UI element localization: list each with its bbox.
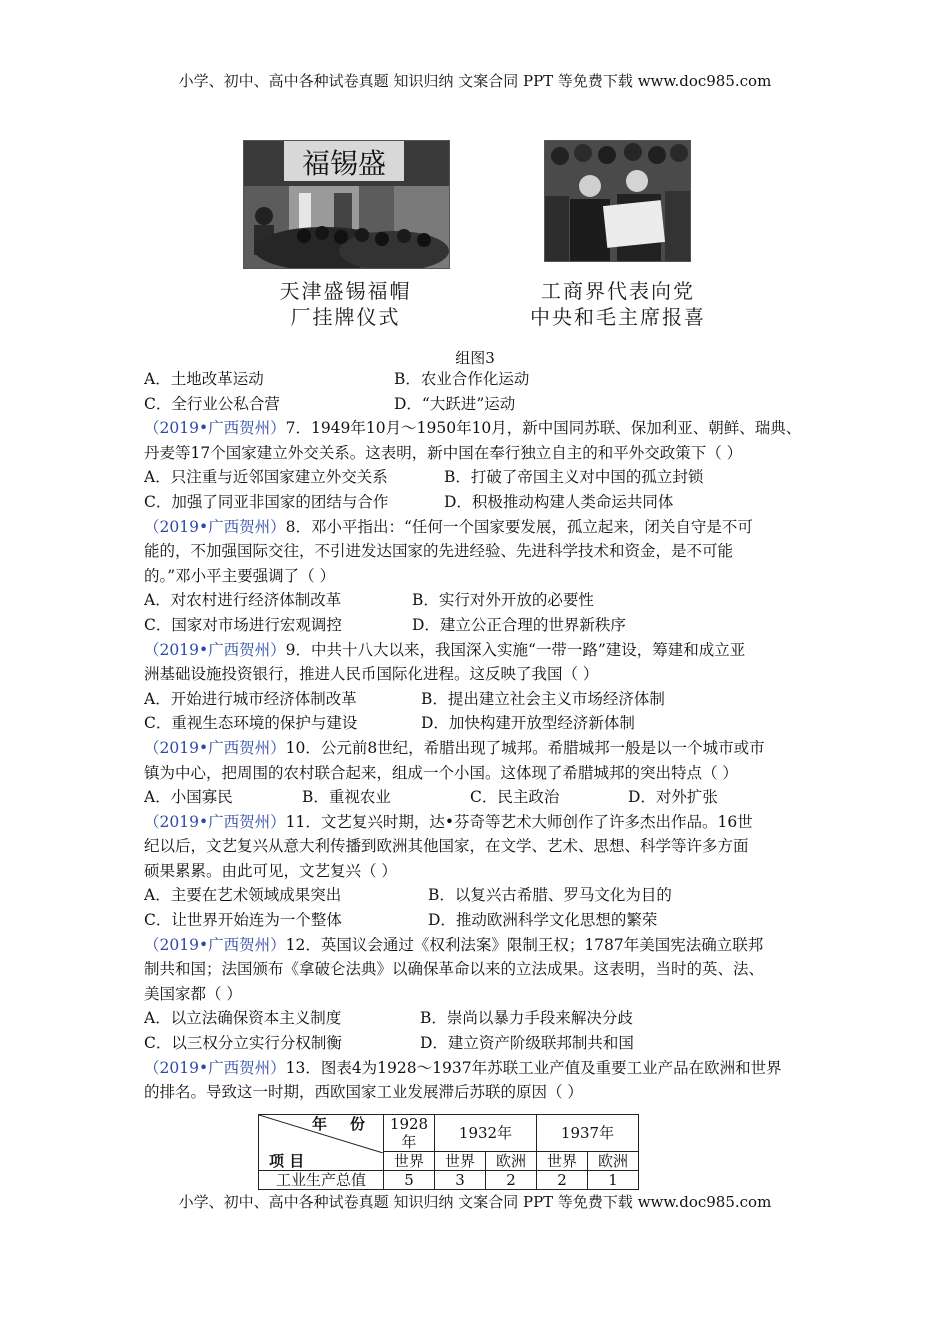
- question-content: [144, 367, 824, 1105]
- figure-group: [243, 140, 713, 330]
- photo-business-reps: [544, 140, 691, 262]
- q12-option-b: B．崇尚以暴力手段来解决分歧: [420, 1009, 633, 1028]
- q10-stem-line-2: 镇为中心，把周围的农村联合起来，组成一个小国。这体现了希腊城邦的突出特点（ ）: [144, 763, 738, 782]
- q13-source: （2019•广西贺州）: [144, 1058, 286, 1077]
- year-header-1937: 1937年: [537, 1115, 639, 1152]
- q10-options-row: [144, 785, 824, 810]
- subheader-cell: 世界: [384, 1152, 435, 1171]
- q6-option-c: C．全行业公私合营: [144, 394, 280, 413]
- q9-option-b: B．提出建立社会主义市场经济体制: [421, 689, 665, 708]
- group-caption: 组图3: [455, 349, 495, 367]
- subheader-cell: 欧洲: [588, 1152, 639, 1171]
- photo-left-caption: [243, 278, 448, 330]
- table-cell: 2: [486, 1171, 537, 1190]
- q8-stem-line-3: 的。”邓小平主要强调了（ ）: [144, 566, 336, 585]
- q11-options-row-1: [144, 883, 824, 908]
- photo-hat-factory: [243, 140, 450, 269]
- q6-option-d: D．“大跃进”运动: [394, 394, 516, 413]
- q8-source: （2019•广西贺州）: [144, 517, 286, 536]
- right-caption-line-2: 中央和毛主席报喜: [530, 305, 706, 329]
- left-caption-line-2: 厂挂牌仪式: [290, 305, 401, 329]
- q11-option-b: B．以复兴古希腊、罗马文化为目的: [428, 886, 672, 905]
- q6-option-b: B．农业合作化运动: [394, 370, 530, 388]
- q9-option-c: C．重视生态环境的保护与建设: [144, 714, 358, 733]
- q12-option-d: D．建立资产阶级联邦制共和国: [420, 1034, 634, 1053]
- corner-year-label: 年 份: [311, 1115, 369, 1133]
- q9-source: （2019•广西贺州）: [144, 640, 286, 659]
- q13-stem-line-2: 的排名。导致这一时期，西欧国家工业发展滞后苏联的原因（ ）: [144, 1083, 583, 1102]
- q10-source: （2019•广西贺州）: [144, 738, 286, 757]
- subheader-cell: 欧洲: [486, 1152, 537, 1171]
- q7-options-row-2: [144, 490, 824, 515]
- photo-sign-text: 福锡盛: [301, 147, 387, 180]
- q8-text-1: 8．邓小平指出：“任何一个国家要发展，孤立起来，闭关自守是不可: [285, 517, 753, 536]
- q7-text-1: 7．1949年10月～1950年10月，新中国同苏联、保加利亚、朝鲜、瑞典、: [285, 419, 802, 438]
- table-cell: 2: [537, 1171, 588, 1190]
- q10-option-c: C．民主政治: [470, 788, 560, 807]
- corner-item-label: 项 目: [269, 1152, 305, 1170]
- q9-text-1: 9．中共十八大以来，我国深入实施“一带一路”建设，筹建和成立亚: [285, 640, 746, 659]
- q12-stem-line-2: 制共和国；法国颁布《拿破仑法典》以确保革命以来的立法成果。这表明，当时的英、法、: [144, 960, 765, 979]
- q9-stem-line-1: [144, 638, 824, 663]
- q11-option-a: A．主要在艺术领域成果突出: [144, 886, 342, 905]
- q11-option-c: C．让世界开始连为一个整体: [144, 911, 342, 930]
- page-footer: 小学、初中、高中各种试卷真题 知识归纳 文案合同 PPT 等免费下载 www.doc985.com: [178, 1193, 772, 1211]
- q10-option-b: B．重视农业: [302, 788, 391, 807]
- q7-option-b: B．打破了帝国主义对中国的孤立封锁: [444, 468, 704, 487]
- q8-options-row-1: [144, 588, 824, 613]
- photo-right-caption: [523, 278, 713, 330]
- q6-options-row-2: [144, 392, 824, 417]
- q12-options-row-1: [144, 1006, 824, 1031]
- q10-option-d: D．对外扩张: [628, 788, 718, 807]
- q8-stem-line-1: [144, 515, 824, 540]
- q12-stem-line-3: 美国家都（ ）: [144, 984, 242, 1003]
- q8-options-row-2: [144, 613, 824, 638]
- q11-option-d: D．推动欧洲科学文化思想的繁荣: [428, 911, 658, 930]
- left-caption-line-1: 天津盛锡福帽: [279, 279, 412, 303]
- row-label-industrial-output: 工业生产总值: [259, 1171, 384, 1190]
- q9-options-row-1: [144, 687, 824, 712]
- q7-stem-line-2: 丹麦等17个国家建立外交关系。这表明，新中国在奉行独立自主的和平外交政策下（ ）: [144, 443, 743, 462]
- q12-text-1: 12．英国议会通过《权利法案》限制王权；1787年美国宪法确立联邦: [285, 935, 764, 954]
- q6-option-a: A．土地改革运动: [144, 370, 264, 388]
- q6-options-row-1: [144, 367, 824, 392]
- q8-stem-line-2: 能的，不加强国际交往，不引进发达国家的先进经验、先进科学技术和资金，是不可能: [144, 542, 734, 561]
- q11-options-row-2: [144, 908, 824, 933]
- q12-source: （2019•广西贺州）: [144, 935, 286, 954]
- q7-option-a: A．只注重与近邻国家建立外交关系: [144, 468, 388, 487]
- q9-option-a: A．开始进行城市经济体制改革: [144, 689, 357, 708]
- table-cell: 5: [384, 1171, 435, 1190]
- q11-stem-line-1: [144, 810, 824, 835]
- q13-text-1: 13．图表4为1928～1937年苏联工业产值及重要工业产品在欧洲和世界: [285, 1058, 782, 1077]
- q8-option-c: C．国家对市场进行宏观调控: [144, 615, 342, 634]
- q11-source: （2019•广西贺州）: [144, 812, 286, 831]
- year-header-1928: 1928年: [384, 1115, 435, 1152]
- q9-option-d: D．加快构建开放型经济新体制: [421, 714, 635, 733]
- table-cell: 3: [435, 1171, 486, 1190]
- q7-stem-line-1: [144, 416, 824, 441]
- table-cell: 1: [588, 1171, 639, 1190]
- q11-stem-line-2: 纪以后，文艺复兴从意大利传播到欧洲其他国家，在文学、艺术、思想、科学等许多方面: [144, 837, 749, 856]
- q8-option-d: D．建立公正合理的世界新秩序: [412, 615, 626, 634]
- q7-source: （2019•广西贺州）: [144, 419, 286, 438]
- ranking-table: [258, 1114, 639, 1190]
- q12-stem-line-1: [144, 933, 824, 958]
- q10-option-a: A．小国寡民: [144, 788, 233, 807]
- q11-stem-line-3: 硕果累累。由此可见，文艺复兴（ ）: [144, 861, 397, 880]
- right-caption-line-1: 工商界代表向党: [541, 279, 695, 303]
- subheader-cell: 世界: [537, 1152, 588, 1171]
- q11-text-1: 11．文艺复兴时期，达•芬奇等艺术大师创作了许多杰出作品。16世: [285, 812, 753, 831]
- q9-stem-line-2: 洲基础设施投资银行，推进人民币国际化进程。这反映了我国（ ）: [144, 665, 599, 684]
- year-header-1932: 1932年: [435, 1115, 537, 1152]
- q9-options-row-2: [144, 711, 824, 736]
- q8-option-a: A．对农村进行经济体制改革: [144, 591, 342, 610]
- q13-stem-line-1: [144, 1056, 824, 1081]
- q10-text-1: 10．公元前8世纪，希腊出现了城邦。希腊城邦一般是以一个城市或市: [285, 738, 765, 757]
- q8-option-b: B．实行对外开放的必要性: [412, 591, 594, 610]
- q7-option-c: C．加强了同亚非国家的团结与合作: [144, 492, 389, 511]
- q12-options-row-2: [144, 1031, 824, 1056]
- q12-option-a: A．以立法确保资本主义制度: [144, 1009, 342, 1028]
- q7-option-d: D．积极推动构建人类命运共同体: [444, 492, 674, 511]
- table-corner-cell: [259, 1115, 384, 1171]
- q10-stem-line-1: [144, 736, 824, 761]
- q12-option-c: C．以三权分立实行分权制衡: [144, 1034, 342, 1053]
- subheader-cell: 世界: [435, 1152, 486, 1171]
- q7-options-row-1: [144, 465, 824, 490]
- page-header: 小学、初中、高中各种试卷真题 知识归纳 文案合同 PPT 等免费下载 www.doc985.com: [178, 72, 772, 90]
